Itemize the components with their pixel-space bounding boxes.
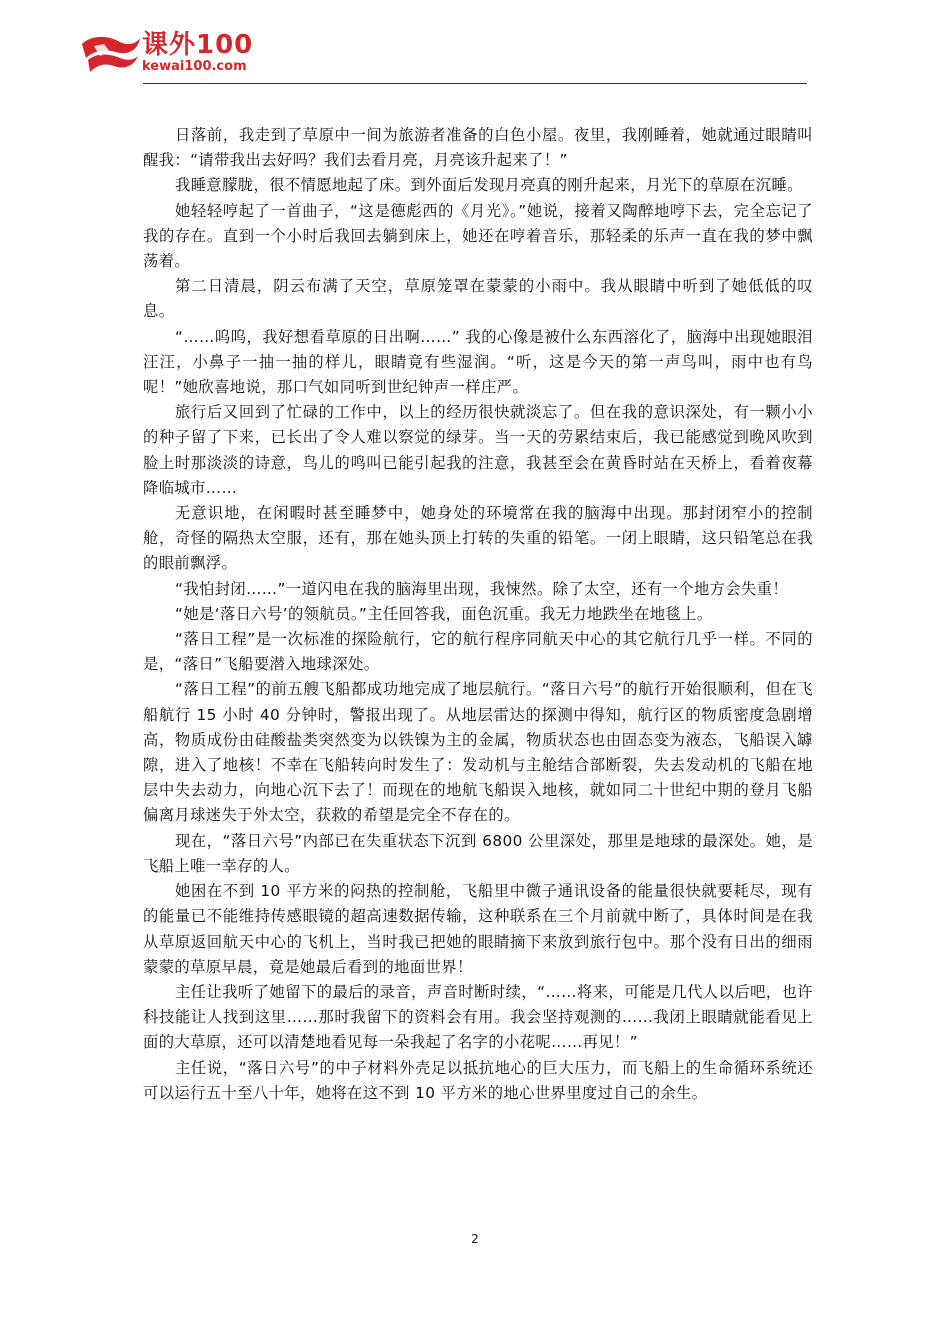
paragraph: 无意识地，在闲暇时甚至睡梦中，她身处的环境常在我的脑海中出现。那封闭窄小的控制舱，奇怪的隔热太空服，还有，那在她头顶上打转的失重的铅笔。一闭上眼睛，这只铅笔总在我的眼前飘浮。 <box>143 504 813 573</box>
page-number: 2 <box>471 1232 479 1246</box>
brand-name: 课外100 <box>142 30 254 60</box>
paragraph: 现在，“落日六号”内部已在失重状态下沉到 6800 公里深处，那里是地球的最深处。她，是飞船上唯一幸存的人。 <box>143 831 813 875</box>
brand-logo[interactable] <box>80 30 280 80</box>
paragraph: 日落前，我走到了草原中一间为旅游者准备的白色小屋。夜里，我刚睡着，她就通过眼睛叫醒我：“请带我出去好吗？我们去看月亮，月亮该升起来了！” <box>143 126 813 170</box>
paragraph: “落日工程”是一次标准的探险航行，它的航行程序同航天中心的其它航行几乎一样。不同的是，“落日”飞船要潜入地球深处。 <box>143 630 813 674</box>
paragraph: “她是‘落日六号’的领航员。”主任回答我，面色沉重。我无力地跌坐在地毯上。 <box>175 604 713 623</box>
paragraph: “我怕封闭……”一道闪电在我的脑海里出现，我悚然。除了太空，还有一个地方会失重！ <box>175 579 789 598</box>
paragraph: 旅行后又回到了忙碌的工作中，以上的经历很快就淡忘了。但在我的意识深处，有一颗小小的种子留了下来，已长出了令人难以察觉的绿芽。当一天的劳累结束后，我已能感觉到晚风吹到脸上时那淡淡的诗意，鸟儿的鸣叫已能引起我的注意，我甚至会在黄昏时站在天桥上，看着夜幕降临城市…… <box>143 403 813 497</box>
paragraph: 第二日清晨，阴云布满了天空，草原笼罩在蒙蒙的小雨中。我从眼睛中听到了她低低的叹息。 <box>143 277 813 321</box>
paragraph: 主任说，“落日六号”的中子材料外壳足以抵抗地心的巨大压力，而飞船上的生命循环系统还可以运行五十至八十年，她将在这不到 10 平方米的地心世界里度过自己的余生。 <box>143 1058 813 1102</box>
paragraph: 她轻轻哼起了一首曲子，“这是德彪西的《月光》。”她说，接着又陶醉地哼下去，完全忘记了我的存在。直到一个小时后我回去躺到床上，她还在哼着音乐，那轻柔的乐声一直在我的梦中飘荡着。 <box>143 201 813 271</box>
brand-url[interactable]: kewai100.com <box>142 59 247 74</box>
paragraph: 我睡意朦胧，很不情愿地起了床。到外面后发现月亮真的刚升起来，月光下的草原在沉睡。 <box>175 176 803 195</box>
page-header <box>0 0 950 90</box>
paragraph: 主任让我听了她留下的最后的录音，声音时断时续，“……将来，可能是几代人以后吧，也许科技能让人找到这里……那时我留下的资料会有用。我会坚持观测的……我闭上眼睛就能看见上面的大草原，还可以清楚地看见每一朵我起了名字的小花呢……再见！” <box>143 982 813 1052</box>
article-body <box>143 123 813 1106</box>
paragraph: 她困在不到 10 平方米的闷热的控制舱，飞船里中微子通讯设备的能量很快就要耗尽，现有的能量已不能维持传感眼镜的超高速数据传输，这种联系在三个月前就中断了，具体时间是在我从草原返回航天中心的飞机上，当时我已把她的眼睛摘下来放到旅行包中。那个没有日出的细雨蒙蒙的草原早晨，竟是她最后看到的地面世界！ <box>143 882 813 976</box>
ribbon-logo-icon <box>80 30 142 80</box>
paragraph: “落日工程”的前五艘飞船都成功地完成了地层航行。“落日六号”的航行开始很顺利，但在飞船航行 15 小时 40 分钟时，警报出现了。从地层雷达的探测中得知，航行区的物质密度急剧增高，物质成份由硅酸盐类突然变为以铁镍为主的金属，物质状态也由固态变为液态，飞船误入罅隙，进入了地核！不幸在飞船转向时发生了：发动机与主舱结合部断裂，失去发动机的飞船在地层中失去动力，向地心沉下去了！而现在的地航飞船误入地核，就如同二十世纪中期的登月飞船偏离月球迷失于外太空，获救的希望是完全不存在的。 <box>143 680 813 825</box>
paragraph: “……呜呜，我好想看草原的日出啊……” 我的心像是被什么东西溶化了，脑海中出现她眼泪汪汪，小鼻子一抽一抽的样儿，眼睛竟有些湿润。“听，这是今天的第一声鸟叫，雨中也有鸟呢！”她欣喜地说，那口气如同听到世纪钟声一样庄严。 <box>143 327 813 397</box>
header-divider <box>143 83 807 84</box>
